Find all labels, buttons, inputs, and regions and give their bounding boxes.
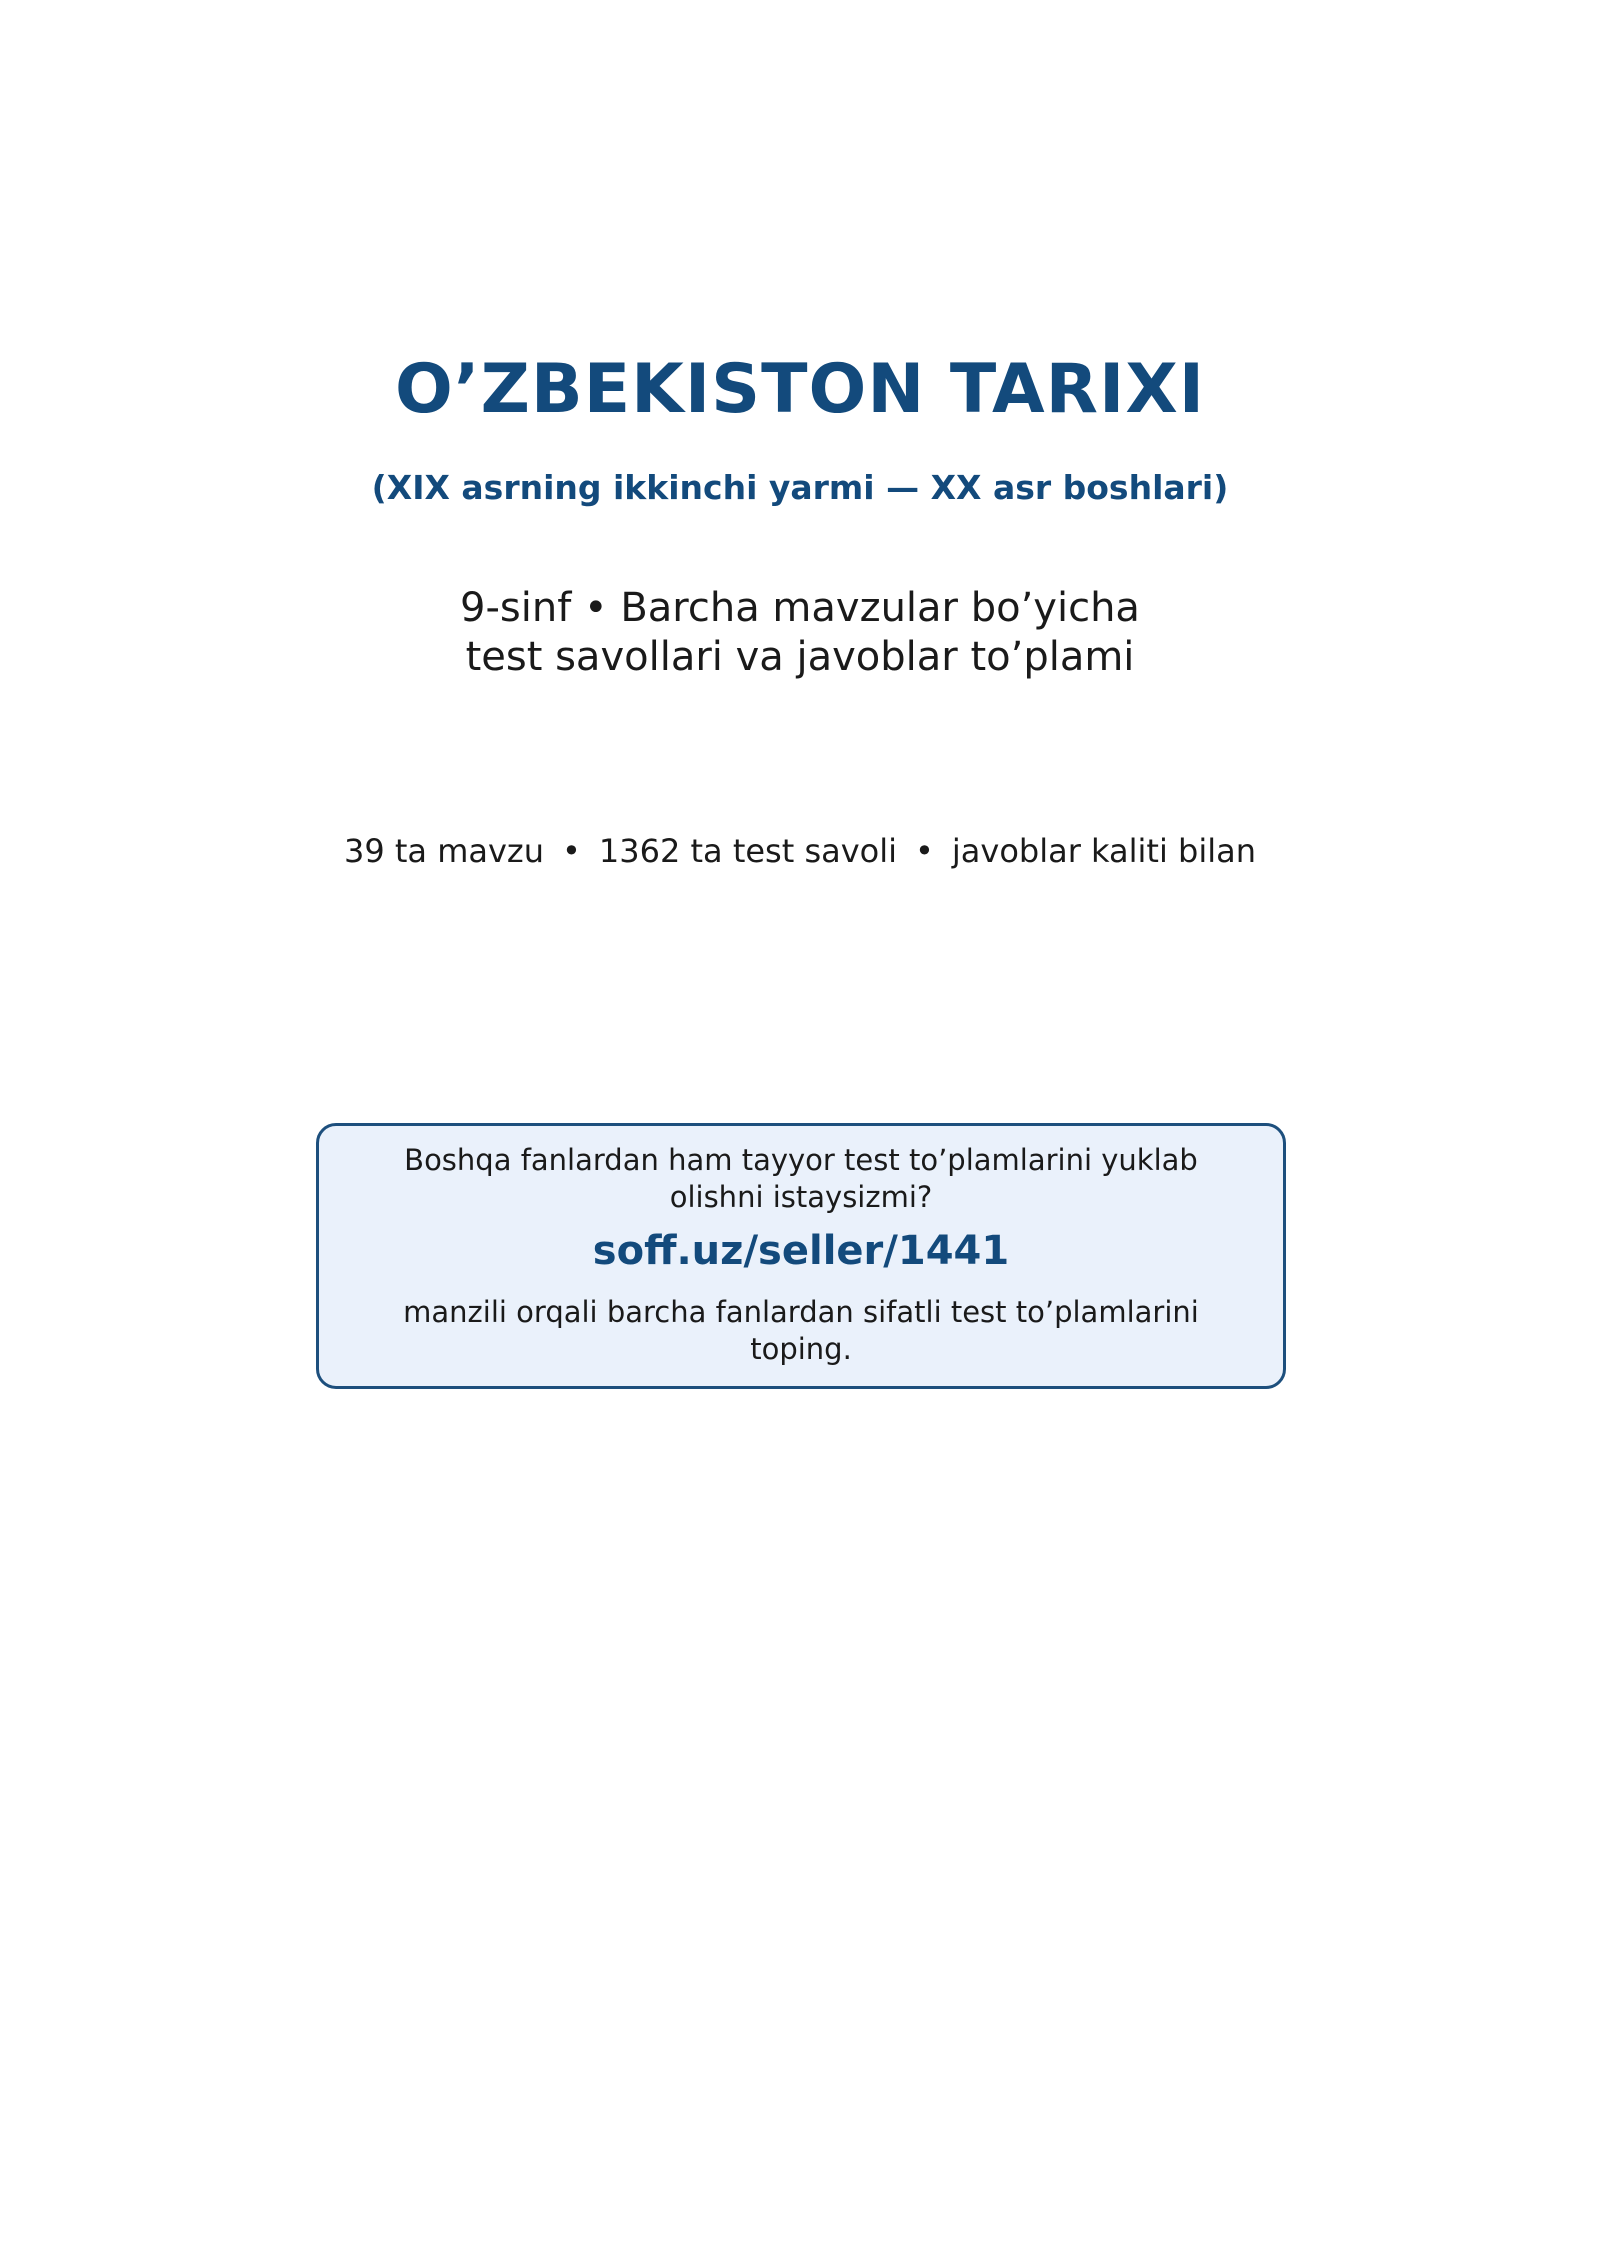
questions-count: 1362 ta test savoli: [598, 832, 898, 870]
answer-key-note: javoblar kaliti bilan: [951, 832, 1256, 870]
description-line-2: test savollari va javoblar to’plami: [465, 634, 1135, 680]
promo-box: [316, 1123, 1286, 1389]
seller-link[interactable]: soff.uz/seller/1441: [592, 1228, 1010, 1274]
promo-note: manzili orqali barcha fanlardan sifatli test to’plamlarini toping.: [403, 1295, 1199, 1366]
promo-question: Boshqa fanlardan ham tayyor test to’plamlarini yuklab olishni istaysizmi?: [404, 1143, 1198, 1214]
document-title: O’ZBEKISTON TARIXI: [394, 350, 1206, 429]
document-description: [0, 584, 1600, 682]
document-meta: [0, 830, 1600, 872]
topics-count: 39 ta mavzu: [343, 832, 544, 870]
meta-separator: •: [562, 832, 581, 870]
meta-separator: •: [915, 832, 934, 870]
document-subtitle: (XIX asrning ikkinchi yarmi — XX asr boshlari): [371, 468, 1229, 507]
description-line-1: 9-sinf • Barcha mavzular bo’yicha: [460, 585, 1140, 631]
